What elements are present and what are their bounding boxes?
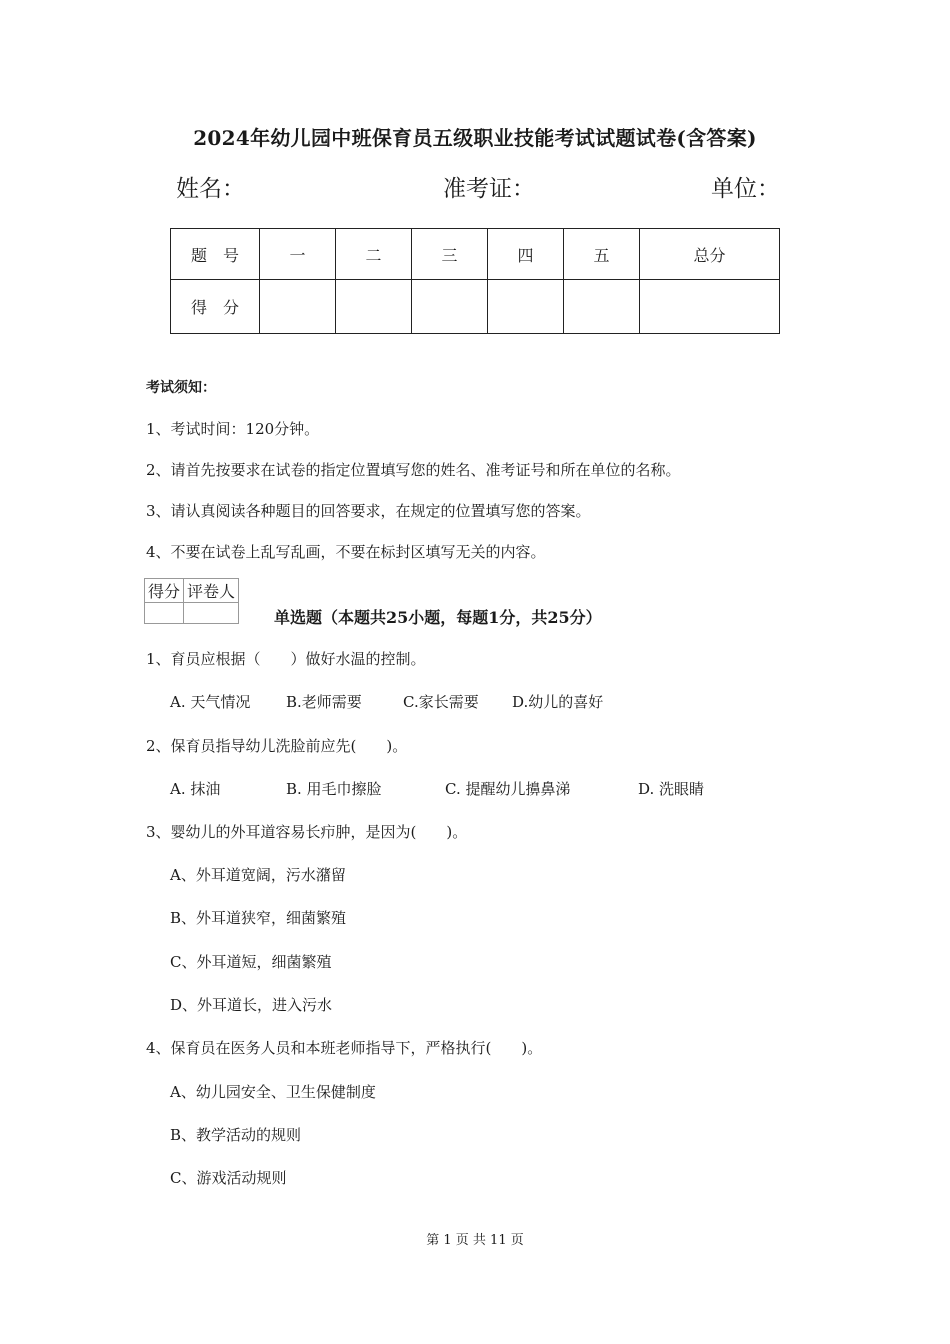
score-row-label: 得 分 <box>171 280 260 334</box>
notice-item: 1、考试时间：120分钟。 <box>146 420 320 438</box>
score-table-header-row <box>171 229 780 280</box>
question-option: C.家长需要 <box>403 693 479 711</box>
question-option: B、教学活动的规则 <box>170 1126 302 1144</box>
question-stem: 3、婴幼儿的外耳道容易长疖肿，是因为( )。 <box>146 823 468 841</box>
question-option: A、外耳道宽阔，污水潴留 <box>170 866 346 884</box>
score-cell <box>412 280 488 334</box>
notice-item: 3、请认真阅读各种题目的回答要求，在规定的位置填写您的答案。 <box>146 502 591 520</box>
score-cell <box>336 280 412 334</box>
score-table-score-row <box>171 280 780 334</box>
section-title: 单选题（本题共25小题，每题1分，共25分） <box>274 608 602 627</box>
score-cell <box>640 280 780 334</box>
score-header-cell: 总分 <box>640 229 780 280</box>
grader-score-label: 得分 <box>145 579 184 603</box>
score-header-cell: 四 <box>488 229 564 280</box>
question-option: D.幼儿的喜好 <box>512 693 604 711</box>
score-cell <box>488 280 564 334</box>
name-field-label: 姓名： <box>176 176 245 202</box>
score-header-cell: 二 <box>336 229 412 280</box>
grader-name-label: 评卷人 <box>184 579 239 603</box>
score-header-cell: 三 <box>412 229 488 280</box>
notice-heading: 考试须知： <box>146 380 216 396</box>
score-header-cell: 题 号 <box>171 229 260 280</box>
question-option: C、外耳道短，细菌繁殖 <box>170 953 332 971</box>
notice-item: 4、不要在试卷上乱写乱画，不要在标封区填写无关的内容。 <box>146 543 546 561</box>
question-option: D. 洗眼睛 <box>638 780 705 798</box>
question-stem: 2、保育员指导幼儿洗脸前应先( )。 <box>146 737 408 755</box>
question-option: B.老师需要 <box>286 693 362 711</box>
document-title: 2024年幼儿园中班保育员五级职业技能考试试题试卷(含答案) <box>193 126 757 150</box>
score-header-cell: 一 <box>260 229 336 280</box>
grader-name-cell <box>184 603 239 624</box>
score-cell <box>260 280 336 334</box>
question-option: A、幼儿园安全、卫生保健制度 <box>170 1083 376 1101</box>
page-footer: 第 1 页 共 11 页 <box>426 1233 524 1248</box>
score-cell <box>564 280 640 334</box>
question-stem: 4、保育员在医务人员和本班老师指导下，严格执行( )。 <box>146 1039 543 1057</box>
question-option: A. 天气情况 <box>170 693 251 711</box>
unit-field-label: 单位： <box>711 176 780 202</box>
question-stem: 1、育员应根据（ ）做好水温的控制。 <box>146 650 426 668</box>
question-option: C、游戏活动规则 <box>170 1169 287 1187</box>
grader-score-cell <box>145 603 184 624</box>
question-option: C. 提醒幼儿擤鼻涕 <box>445 780 571 798</box>
question-option: D、外耳道长，进入污水 <box>170 996 333 1014</box>
exam-id-field-label: 准考证： <box>443 176 535 202</box>
grader-box <box>144 578 239 624</box>
question-option: B. 用毛巾擦脸 <box>286 780 382 798</box>
score-table <box>170 228 780 334</box>
score-header-cell: 五 <box>564 229 640 280</box>
question-option: A. 抹油 <box>170 780 221 798</box>
notice-item: 2、请首先按要求在试卷的指定位置填写您的姓名、准考证号和所在单位的名称。 <box>146 461 681 479</box>
question-option: B、外耳道狭窄，细菌繁殖 <box>170 909 347 927</box>
